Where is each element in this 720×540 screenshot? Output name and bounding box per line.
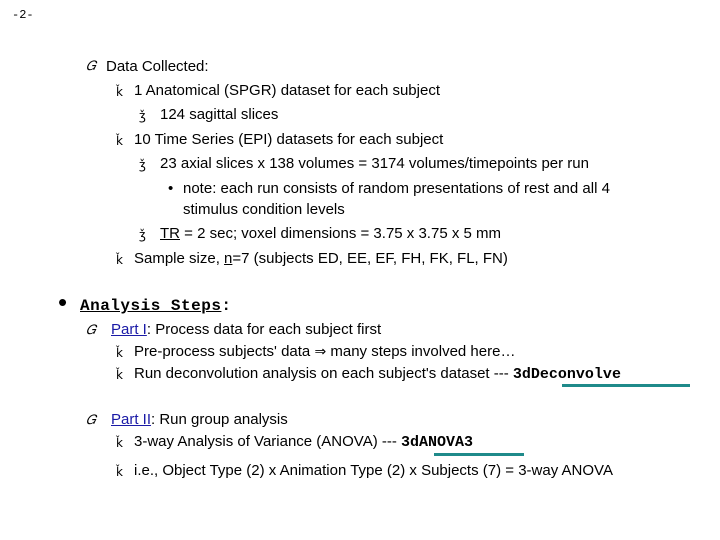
sample-n: n [224, 250, 233, 267]
sub-bullet-icon: ǩ [116, 346, 123, 360]
subsub-bullet-icon: ǯ [139, 109, 146, 123]
part1-rest: : Process data for each subject first [146, 321, 382, 338]
section-bullet-icon: 𝐺 [86, 413, 96, 428]
sub-bullet-icon: ǩ [116, 465, 123, 479]
tr-label: TR [160, 225, 180, 242]
ie-line: i.e., Object Type (2) x Animation Type (2) x Subjects (7) = 3-way ANOVA [134, 462, 613, 479]
deconv-line [134, 365, 621, 384]
preprocess-post: many steps involved here… [326, 343, 516, 360]
dot-bullet-icon: • [168, 180, 174, 197]
sample-line [134, 250, 508, 268]
preprocess-pre: Pre-process subjects' data [134, 343, 315, 360]
deconv-pre: Run deconvolution analysis on each subject's dataset --- [134, 365, 513, 382]
page-number: -2- [12, 8, 34, 22]
timeseries-line: 10 Time Series (EPI) datasets for each subject [134, 131, 444, 148]
sub-bullet-icon: ǩ [116, 253, 123, 267]
sample-pre: Sample size, [134, 250, 225, 267]
analysis-heading-colon: : [221, 297, 232, 315]
deconv-underline [562, 384, 690, 387]
subsub-bullet-icon: ǯ [139, 228, 146, 242]
deconv-command: 3dDeconvolve [512, 366, 621, 383]
section-bullet-icon: 𝐺 [86, 323, 96, 338]
part2-rest: : Run group analysis [151, 411, 288, 428]
tr-line [160, 225, 501, 243]
sample-post: =7 (subjects ED, EE, EF, FH, FK, FL, FN) [232, 250, 508, 267]
axial-line: 23 axial slices x 138 volumes = 3174 volumes/timepoints per run [160, 155, 589, 172]
sagittal-line: 124 sagittal slices [160, 106, 279, 123]
implies-arrow-icon: ⇒ [314, 344, 327, 360]
main-bullet-icon: • [58, 287, 68, 317]
section-bullet-icon: 𝐺 [86, 59, 96, 74]
tr-rest: = 2 sec; voxel dimensions = 3.75 x 3.75 x 5 mm [180, 225, 501, 242]
preprocess-line [134, 343, 515, 361]
part1-link[interactable]: Part I [111, 321, 147, 338]
anova-command: 3dANOVA3 [401, 434, 474, 451]
part2-link[interactable]: Part II [111, 411, 152, 428]
anova-pre: 3-way Analysis of Variance (ANOVA) --- [134, 433, 402, 450]
data-collected-heading: Data Collected: [106, 58, 209, 75]
part2-line [111, 411, 288, 429]
anatomical-line: 1 Anatomical (SPGR) dataset for each subject [134, 82, 440, 99]
sub-bullet-icon: ǩ [116, 368, 123, 382]
part1-line [111, 321, 381, 339]
anova-line [134, 433, 473, 452]
subsub-bullet-icon: ǯ [139, 158, 146, 172]
sub-bullet-icon: ǩ [116, 134, 123, 148]
anova-underline [434, 453, 524, 456]
sub-bullet-icon: ǩ [116, 436, 123, 450]
note-line-2: stimulus condition levels [183, 201, 345, 218]
analysis-steps-heading [80, 296, 232, 316]
note-line-1: note: each run consists of random presentations of rest and all 4 [183, 180, 610, 197]
analysis-heading-text: Analysis Steps [80, 297, 222, 315]
sub-bullet-icon: ǩ [116, 85, 123, 99]
